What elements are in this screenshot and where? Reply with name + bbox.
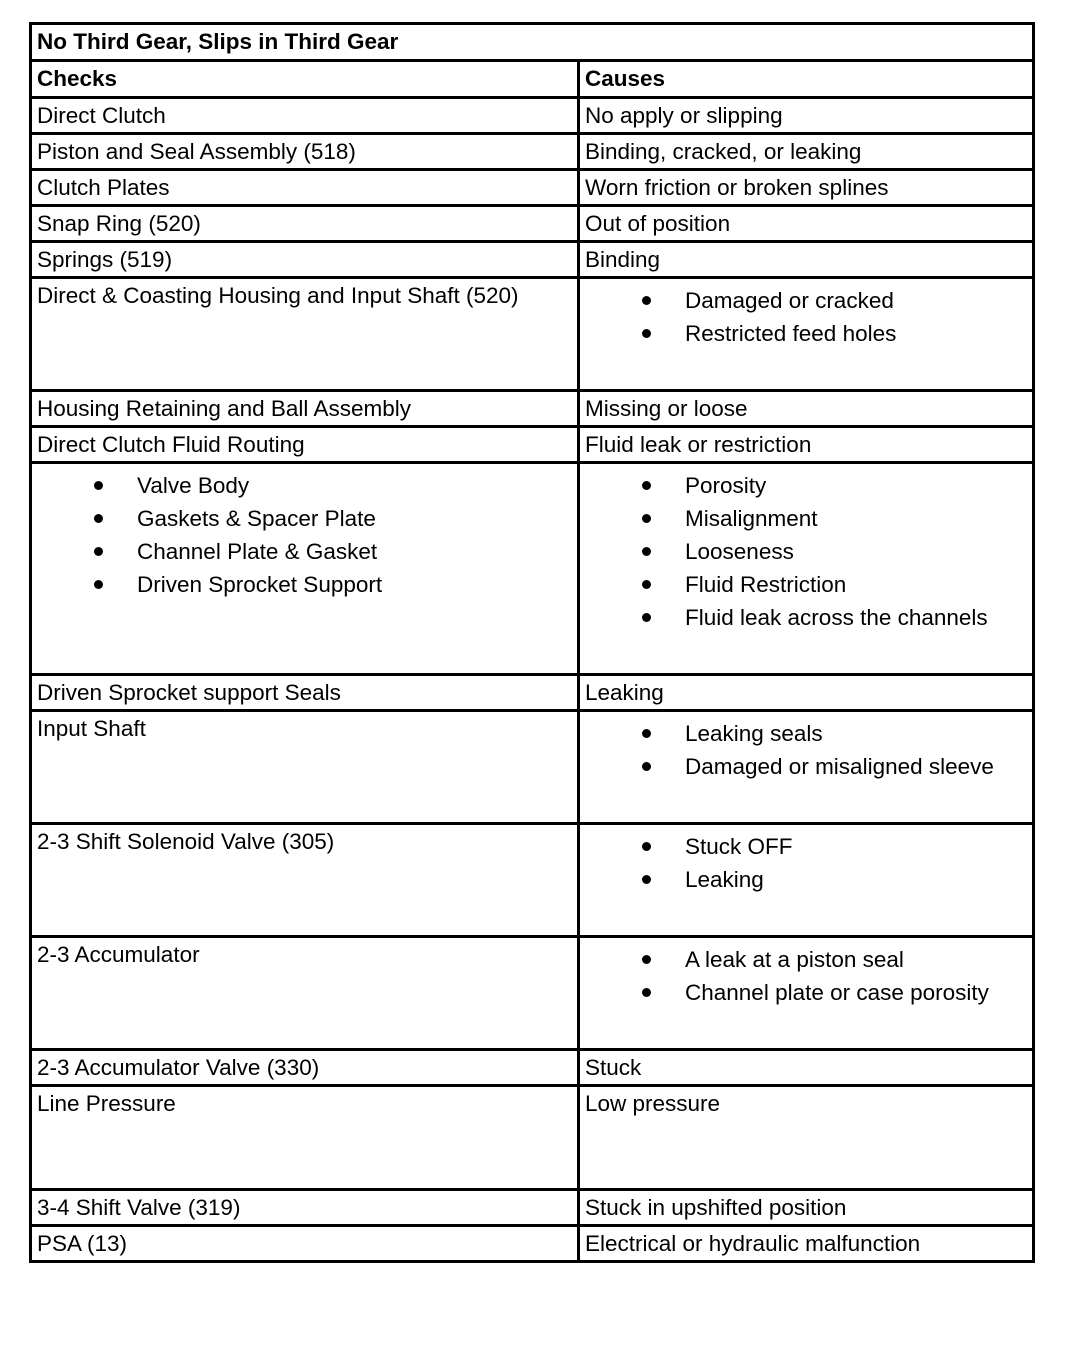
bullet-item: Channel Plate & Gasket <box>37 535 577 568</box>
table-row <box>31 242 1034 278</box>
check-cell: Housing Retaining and Ball Assembly <box>31 391 579 427</box>
column-header-checks: Checks <box>31 61 579 98</box>
table-row <box>31 391 1034 427</box>
bullet-item: Fluid leak across the channels <box>585 601 1032 634</box>
table-row <box>31 711 1034 824</box>
table-row <box>31 98 1034 134</box>
table-row <box>31 824 1034 937</box>
table-row <box>31 463 1034 675</box>
column-header-causes: Causes <box>579 61 1034 98</box>
table-row <box>31 134 1034 170</box>
check-cell: Piston and Seal Assembly (518) <box>31 134 579 170</box>
check-cell: 2-3 Accumulator Valve (330) <box>31 1050 579 1086</box>
bullet-item: Stuck OFF <box>585 830 1032 863</box>
cause-bullet-list <box>585 717 1032 783</box>
bullet-item: Valve Body <box>37 469 577 502</box>
bullet-item: Porosity <box>585 469 1032 502</box>
cause-bullet-list <box>585 284 1032 350</box>
cause-cell: Low pressure <box>579 1086 1034 1190</box>
check-cell: Driven Sprocket support Seals <box>31 675 579 711</box>
title-row <box>31 24 1034 61</box>
cause-bullet-list <box>585 830 1032 896</box>
check-cell <box>31 463 579 675</box>
cause-cell: Missing or loose <box>579 391 1034 427</box>
check-cell: Clutch Plates <box>31 170 579 206</box>
cause-cell: Stuck <box>579 1050 1034 1086</box>
check-cell: Direct Clutch <box>31 98 579 134</box>
cause-cell: Out of position <box>579 206 1034 242</box>
table-row <box>31 1050 1034 1086</box>
cause-cell <box>579 278 1034 391</box>
check-bullet-list <box>37 469 577 601</box>
cause-cell: No apply or slipping <box>579 98 1034 134</box>
cause-cell: Stuck in upshifted position <box>579 1190 1034 1226</box>
cause-cell <box>579 711 1034 824</box>
check-cell: 2-3 Accumulator <box>31 937 579 1050</box>
bullet-item: Fluid Restriction <box>585 568 1032 601</box>
cause-cell <box>579 463 1034 675</box>
bullet-item: Misalignment <box>585 502 1032 535</box>
table-row <box>31 1086 1034 1190</box>
check-cell: Direct Clutch Fluid Routing <box>31 427 579 463</box>
cause-bullet-list <box>585 469 1032 634</box>
table-row <box>31 675 1034 711</box>
check-cell: Line Pressure <box>31 1086 579 1190</box>
bullet-item: Restricted feed holes <box>585 317 1032 350</box>
bullet-item: A leak at a piston seal <box>585 943 1032 976</box>
table-row <box>31 206 1034 242</box>
check-cell: 3-4 Shift Valve (319) <box>31 1190 579 1226</box>
table-row <box>31 1190 1034 1226</box>
table-title: No Third Gear, Slips in Third Gear <box>31 24 1034 61</box>
check-cell: 2-3 Shift Solenoid Valve (305) <box>31 824 579 937</box>
cause-cell <box>579 937 1034 1050</box>
cause-cell: Fluid leak or restriction <box>579 427 1034 463</box>
check-cell: PSA (13) <box>31 1226 579 1262</box>
bullet-item: Leaking <box>585 863 1032 896</box>
bullet-item: Damaged or misaligned sleeve <box>585 750 1032 783</box>
bullet-item: Gaskets & Spacer Plate <box>37 502 577 535</box>
cause-cell: Leaking <box>579 675 1034 711</box>
check-cell: Snap Ring (520) <box>31 206 579 242</box>
cause-cell: Electrical or hydraulic malfunction <box>579 1226 1034 1262</box>
cause-bullet-list <box>585 943 1032 1009</box>
bullet-item: Leaking seals <box>585 717 1032 750</box>
bullet-item: Channel plate or case porosity <box>585 976 1032 1009</box>
diagnostic-table <box>29 22 1035 1263</box>
bullet-item: Driven Sprocket Support <box>37 568 577 601</box>
check-cell: Input Shaft <box>31 711 579 824</box>
cause-cell <box>579 824 1034 937</box>
header-row <box>31 61 1034 98</box>
check-cell: Springs (519) <box>31 242 579 278</box>
cause-cell: Worn friction or broken splines <box>579 170 1034 206</box>
cause-cell: Binding, cracked, or leaking <box>579 134 1034 170</box>
bullet-item: Looseness <box>585 535 1032 568</box>
table-row <box>31 1226 1034 1262</box>
table-row <box>31 278 1034 391</box>
cause-cell: Binding <box>579 242 1034 278</box>
check-cell: Direct & Coasting Housing and Input Shaft (520) <box>31 278 579 391</box>
table-row <box>31 170 1034 206</box>
bullet-item: Damaged or cracked <box>585 284 1032 317</box>
table-row <box>31 427 1034 463</box>
table-row <box>31 937 1034 1050</box>
